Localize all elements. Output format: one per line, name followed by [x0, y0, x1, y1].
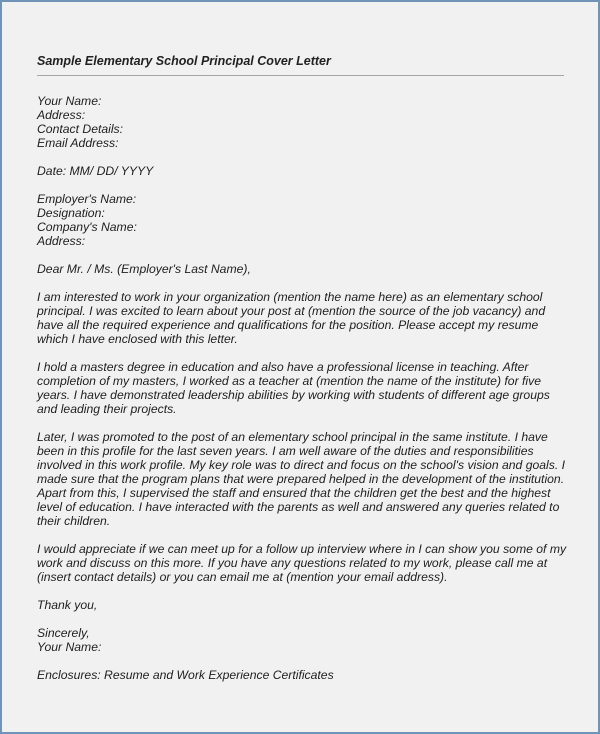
paragraph-closing-request	[37, 542, 572, 584]
salutation	[37, 262, 572, 276]
paragraph-line: made sure that the program plans that were prepared helped in the development of the institution.	[37, 472, 565, 486]
closing-your-name: Your Name:	[37, 640, 102, 654]
sender-address-line: Address:	[37, 108, 86, 122]
recipient-address-line: Address:	[37, 234, 86, 248]
sender-contact-line: Contact Details:	[37, 122, 124, 136]
enclosures-text: Enclosures: Resume and Work Experience Certificates	[37, 668, 334, 682]
paragraph-line: (insert contact details) or you can email me at (mention your email address).	[37, 570, 448, 584]
salutation-text: Dear Mr. / Ms. (Employer's Last Name),	[37, 262, 251, 276]
paragraph-line: and leading their projects.	[37, 402, 177, 416]
company-name-line: Company's Name:	[37, 220, 137, 234]
paragraph-line: Later, I was promoted to the post of an elementary school principal in the same institute. I have	[37, 430, 548, 444]
sender-name-line: Your Name:	[37, 94, 102, 108]
paragraph-line: have all the required experience and qualifications for the position. Please accept my resume	[37, 318, 539, 332]
date-line: Date: MM/ DD/ YYYY	[37, 164, 154, 178]
title-divider	[37, 75, 564, 76]
paragraph-line: involved in this work profile. My key role was to direct and focus on the school's vision and goals. I	[37, 458, 566, 472]
date-block	[37, 164, 572, 178]
letter-body	[37, 94, 572, 696]
paragraph-line: level of education. I have interacted with the parents as well and answered any queries related to	[37, 500, 560, 514]
paragraph-education	[37, 360, 572, 416]
enclosures-block	[37, 668, 572, 682]
paragraph-line: I hold a masters degree in education and also have a professional license in teaching. After	[37, 360, 529, 374]
sender-block	[37, 94, 572, 150]
paragraph-intro	[37, 290, 572, 346]
paragraph-line: work and discuss on this more. If you have any questions related to my work, please call me at	[37, 556, 548, 570]
paragraph-line: completion of my masters, I worked as a teacher at (mention the name of the institute) for five	[37, 374, 541, 388]
paragraph-experience	[37, 430, 572, 528]
thanks-block	[37, 598, 572, 612]
employer-name-line: Employer's Name:	[37, 192, 137, 206]
paragraph-line: their children.	[37, 514, 111, 528]
closing-block	[37, 626, 572, 654]
paragraph-line: I am interested to work in your organization (mention the name here) as an elementary school	[37, 290, 543, 304]
thanks-text: Thank you,	[37, 598, 98, 612]
paragraph-line: I would appreciate if we can meet up for a follow up interview where in I can show you some of my	[37, 542, 567, 556]
paragraph-line: which I have enclosed with this letter.	[37, 332, 238, 346]
recipient-block	[37, 192, 572, 248]
paragraph-line: years. I have demonstrated leadership abilities by working with students of different age groups	[37, 388, 550, 402]
paragraph-line: principal. I was excited to learn about your post at (mention the source of the job vacancy) and	[37, 304, 546, 318]
sender-email-line: Email Address:	[37, 136, 119, 150]
document-title: Sample Elementary School Principal Cover Letter	[37, 54, 331, 68]
closing-sincerely: Sincerely,	[37, 626, 90, 640]
designation-line: Designation:	[37, 206, 105, 220]
paragraph-line: been in this profile for the last seven years. I am well aware of the duties and responsibilities	[37, 444, 534, 458]
paragraph-line: Apart from this, I supervised the staff and ensured that the children get the best and the highest	[37, 486, 551, 500]
